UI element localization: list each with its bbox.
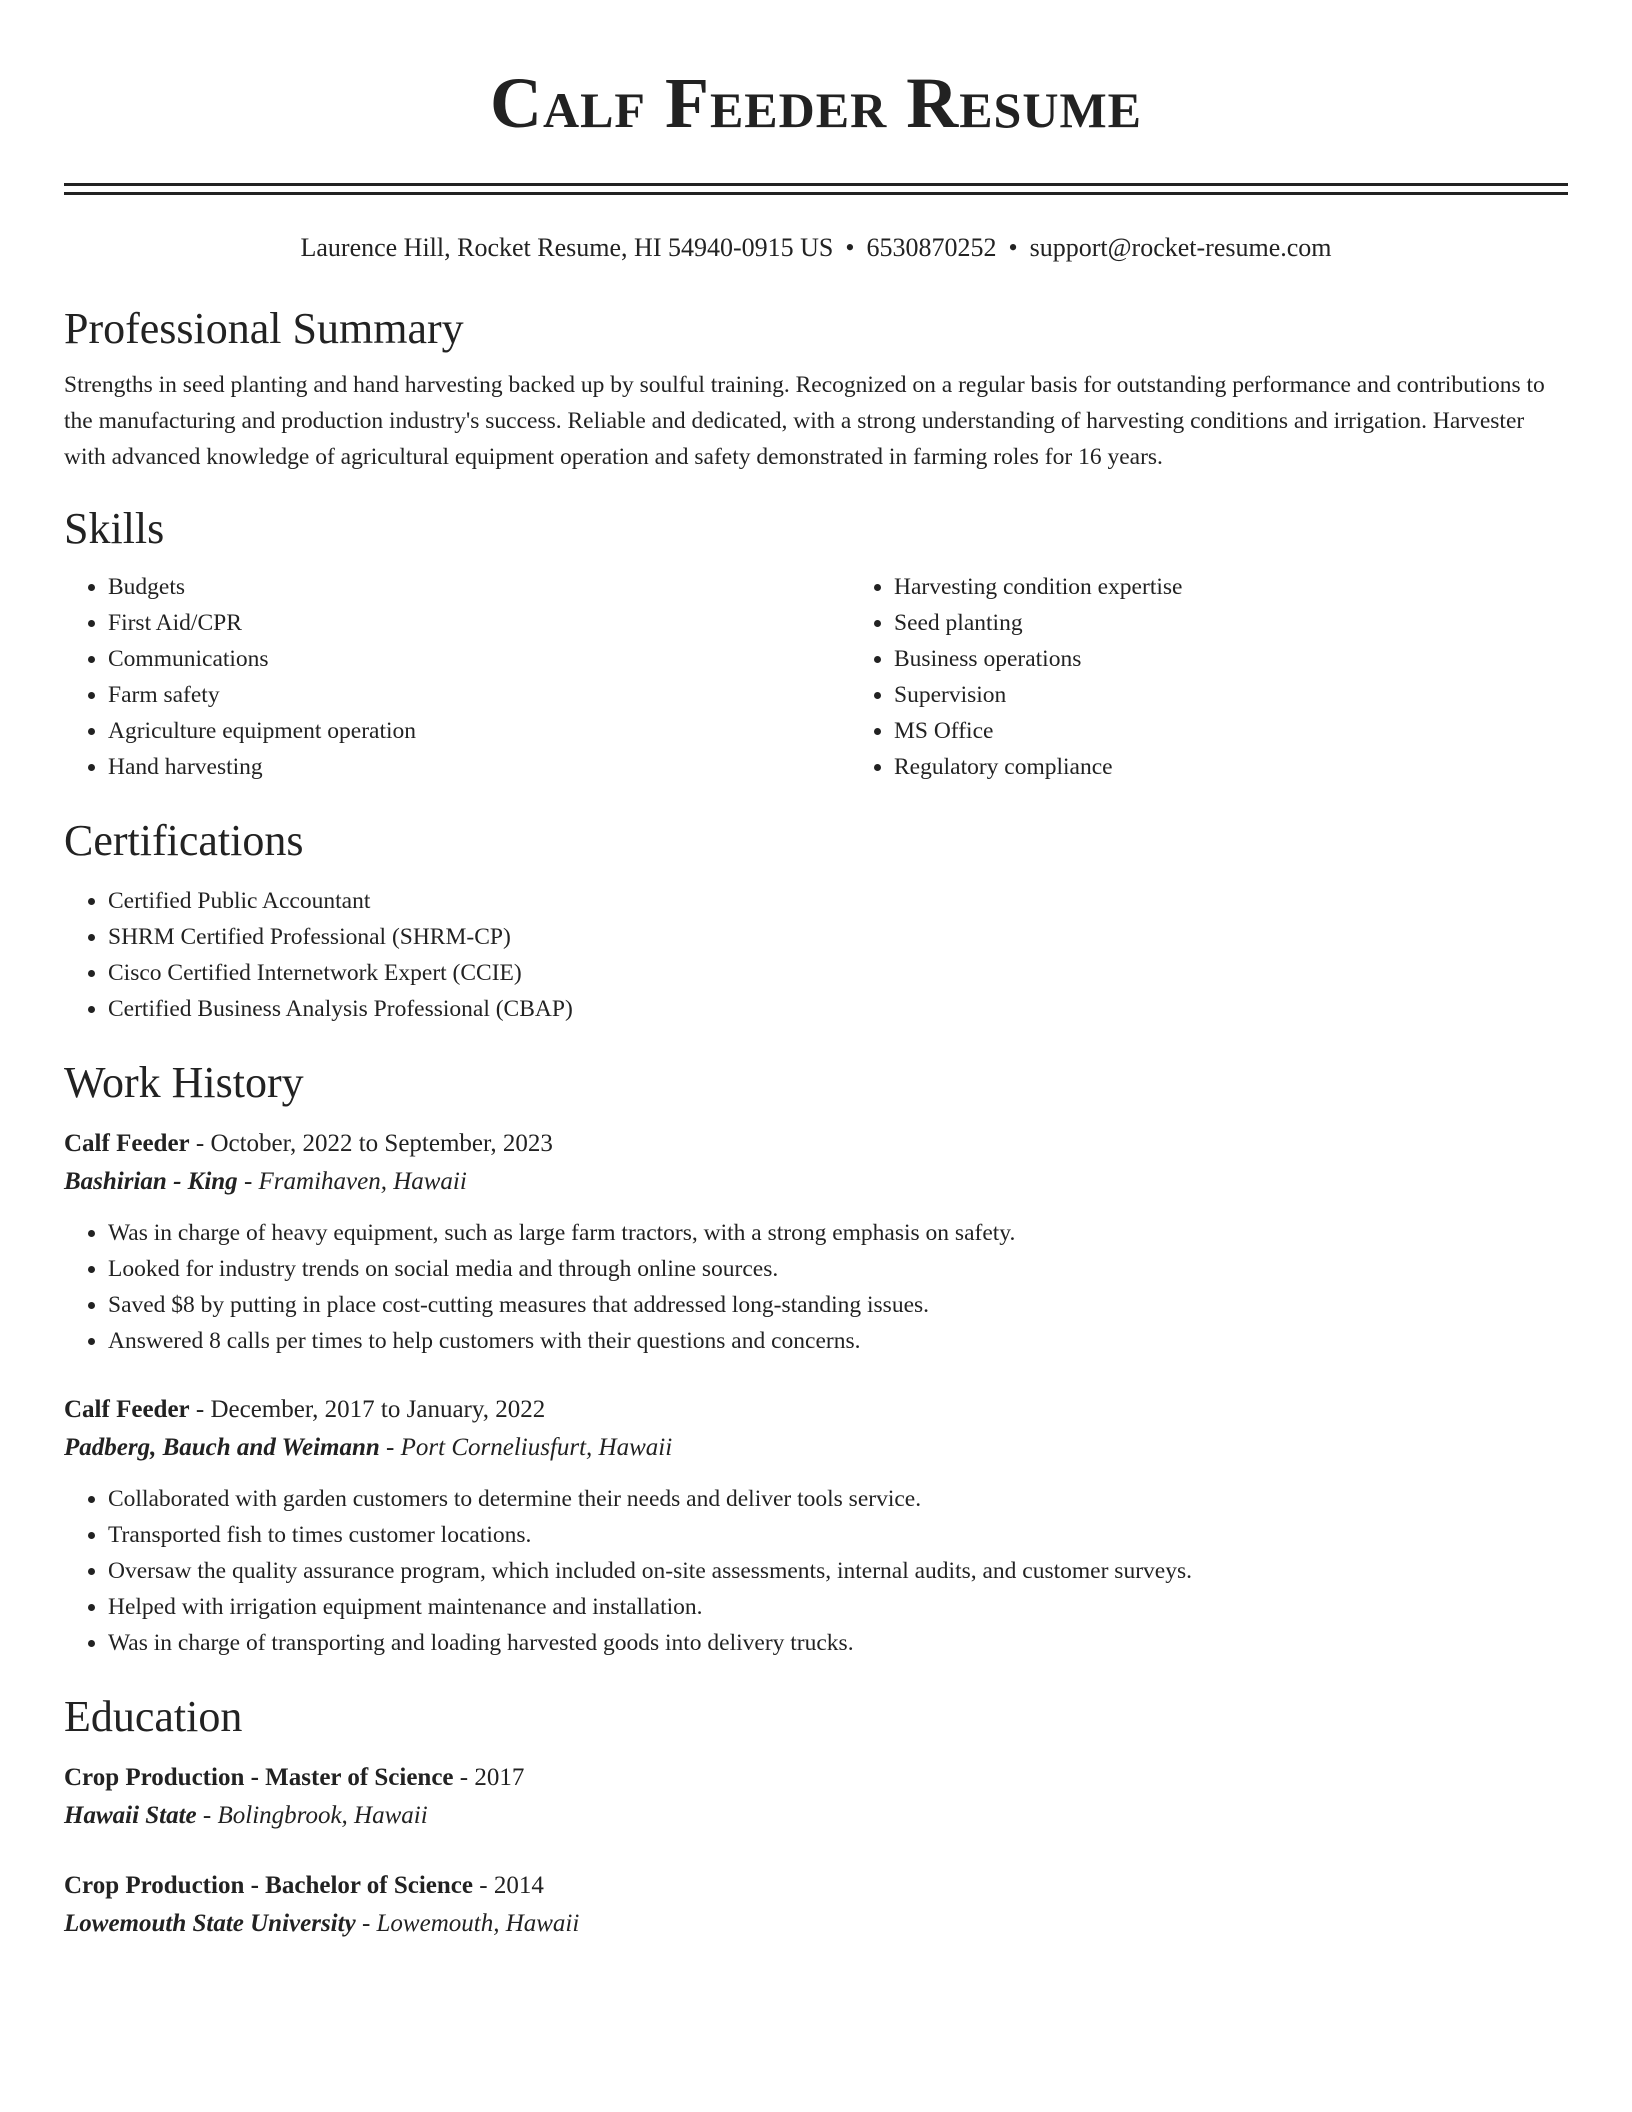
- skill-item: • Supervision: [894, 677, 1632, 713]
- skill-item: • Harvesting condition expertise: [894, 569, 1632, 605]
- job-bullet: • Was in charge of transporting and loading harvested goods into delivery trucks.: [108, 1625, 1568, 1661]
- degree-line: [64, 1759, 1568, 1797]
- job-dates: - October, 2022 to September, 2023: [189, 1130, 553, 1157]
- job-bullet: • Saved $8 by putting in place cost-cutting measures that addressed long-standing issues.: [108, 1287, 1568, 1323]
- job-entry: [64, 1391, 1568, 1661]
- skill-item: • Hand harvesting: [108, 749, 850, 785]
- degree-year: - 2014: [473, 1872, 544, 1899]
- job-title-line: [64, 1391, 1568, 1429]
- contact-phone: 6530870252: [866, 233, 997, 262]
- job-bullets: [64, 1481, 1568, 1661]
- certifications-heading: Certifications: [64, 816, 304, 865]
- degree-year: - 2017: [453, 1764, 525, 1791]
- school-location: - Lowemouth, Hawaii: [355, 1910, 580, 1937]
- skill-item: • Farm safety: [108, 677, 850, 713]
- work-history-heading: Work History: [64, 1058, 304, 1107]
- resume-title: Calf Feeder Resume: [489, 63, 1143, 143]
- skills-list-right: [850, 569, 1632, 785]
- job-bullet: • Oversaw the quality assurance program, which included on-site assessments, internal audits, and customer surveys.: [108, 1553, 1568, 1589]
- education-entry: [64, 1759, 1568, 1835]
- school-line: [64, 1797, 1568, 1835]
- contact-address: Laurence Hill, Rocket Resume, HI 54940-0915 US: [300, 233, 834, 262]
- skill-item: • Regulatory compliance: [894, 749, 1632, 785]
- job-bullet: • Was in charge of heavy equipment, such as large farm tractors, with a strong emphasis on safety.: [108, 1215, 1568, 1251]
- certifications-list: [64, 883, 1568, 1027]
- contact-separator: •: [1008, 233, 1018, 262]
- school-name: Lowemouth State University: [64, 1910, 356, 1937]
- degree-name: Crop Production - Master of Science: [64, 1764, 454, 1791]
- job-bullet: • Looked for industry trends on social media and through online sources.: [108, 1251, 1568, 1287]
- skill-item: • First Aid/CPR: [108, 605, 850, 641]
- job-location: - Port Corneliusfurt, Hawaii: [379, 1434, 673, 1461]
- job-title: Calf Feeder: [64, 1396, 190, 1423]
- certifications-section: [64, 813, 1568, 1027]
- title-divider-thin: [64, 192, 1568, 195]
- contact-email: support@rocket-resume.com: [1029, 233, 1332, 262]
- skill-item: • Communications: [108, 641, 850, 677]
- job-company-line: [64, 1429, 1568, 1467]
- job-bullets: [64, 1215, 1568, 1359]
- education-section: [64, 1689, 1568, 1943]
- degree-line: [64, 1867, 1568, 1905]
- title-divider-thick: [64, 183, 1568, 186]
- contact-line: [64, 231, 1568, 265]
- certification-item: • Cisco Certified Internetwork Expert (CCIE): [108, 955, 1568, 991]
- certification-item: • Certified Business Analysis Professional (CBAP): [108, 991, 1568, 1027]
- summary-section: [64, 301, 1568, 475]
- job-company-line: [64, 1163, 1568, 1201]
- skill-item: • Business operations: [894, 641, 1632, 677]
- skills-list-left: [64, 569, 850, 785]
- skills-grid: [64, 569, 1568, 785]
- skills-heading: Skills: [64, 504, 165, 553]
- job-bullet: • Collaborated with garden customers to determine their needs and deliver tools service.: [108, 1481, 1568, 1517]
- skill-item: • MS Office: [894, 713, 1632, 749]
- job-title-line: [64, 1125, 1568, 1163]
- summary-heading: Professional Summary: [64, 304, 464, 353]
- job-title: Calf Feeder: [64, 1130, 190, 1157]
- skill-item: • Budgets: [108, 569, 850, 605]
- job-bullet: • Transported fish to times customer locations.: [108, 1517, 1568, 1553]
- skill-item: • Seed planting: [894, 605, 1632, 641]
- job-dates: - December, 2017 to January, 2022: [189, 1396, 546, 1423]
- job-company: Padberg, Bauch and Weimann: [64, 1434, 380, 1461]
- job-entry: [64, 1125, 1568, 1359]
- school-name: Hawaii State: [64, 1802, 197, 1829]
- school-line: [64, 1905, 1568, 1943]
- certification-item: • Certified Public Accountant: [108, 883, 1568, 919]
- skill-item: • Agriculture equipment operation: [108, 713, 850, 749]
- job-company: Bashirian - King: [64, 1168, 238, 1195]
- job-location: - Framihaven, Hawaii: [237, 1168, 467, 1195]
- job-bullet: • Helped with irrigation equipment maintenance and installation.: [108, 1589, 1568, 1625]
- certification-item: • SHRM Certified Professional (SHRM-CP): [108, 919, 1568, 955]
- school-location: - Bolingbrook, Hawaii: [196, 1802, 428, 1829]
- skills-section: [64, 501, 1568, 785]
- contact-separator: •: [845, 233, 855, 262]
- work-history-section: [64, 1055, 1568, 1661]
- education-heading: Education: [64, 1692, 243, 1741]
- education-entry: [64, 1867, 1568, 1943]
- summary-text: Strengths in seed planting and hand harvesting backed up by soulful training. Recognized on a regular basis for outstanding performance and contributions to the manufacturing and production industry's success. Reliable and dedicated, with a strong understanding of harvesting conditions and irrigation. Harvester with advanced knowledge of agricultural equipment operation and safety demonstrated in farming roles for 16 years.: [64, 372, 1545, 470]
- degree-name: Crop Production - Bachelor of Science: [64, 1872, 473, 1899]
- job-bullet: • Answered 8 calls per times to help customers with their questions and concerns.: [108, 1323, 1568, 1359]
